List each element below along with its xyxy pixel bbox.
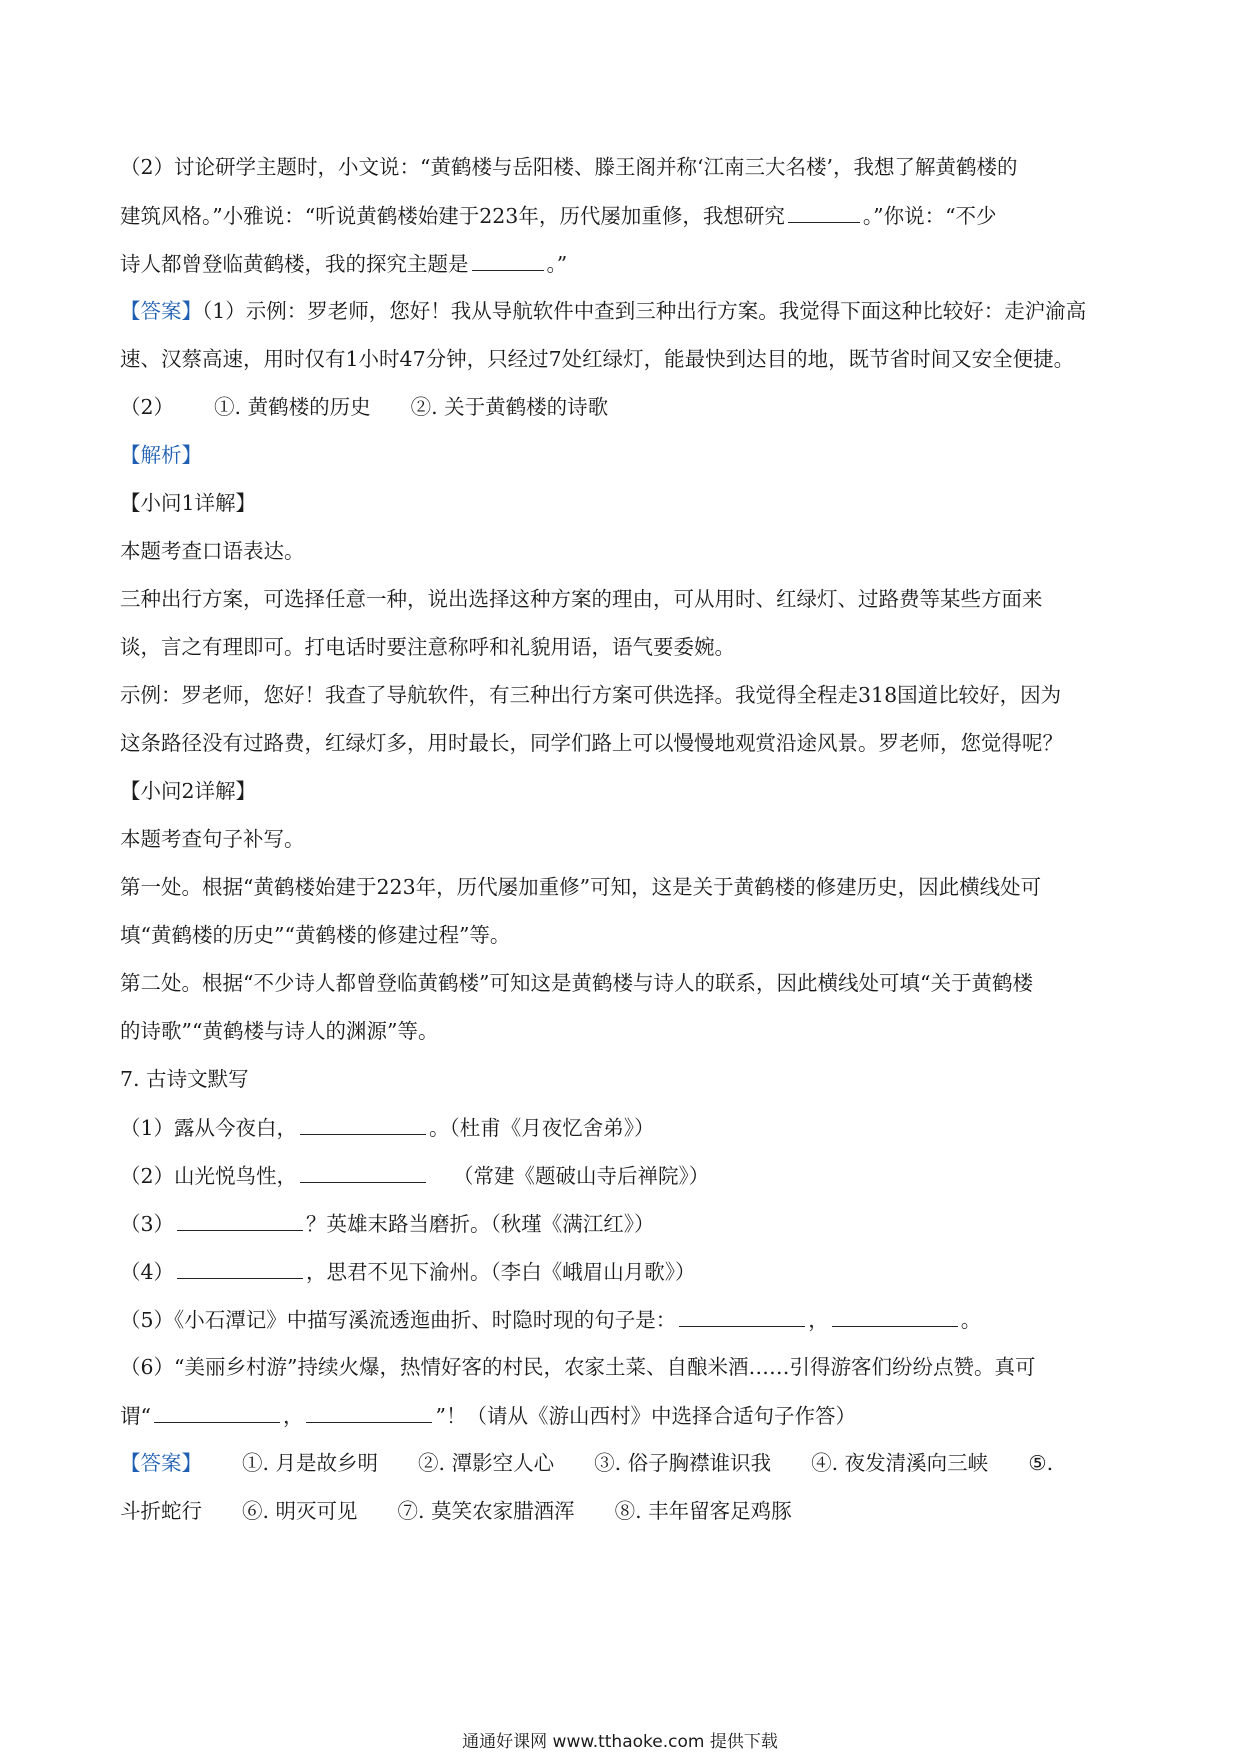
question-6-2-line-3: 诗人都曾登临黄鹤楼，我的探究主题是 。” xyxy=(120,248,1130,279)
answer-blank xyxy=(154,1400,280,1423)
analysis-text: 谈，言之有理即可。打电话时要注意称呼和礼貌用语，语气要委婉。 xyxy=(120,635,735,659)
question-7-6-line-2: 谓“ ， ”！（请从《游山西村》中选择合适句子作答） xyxy=(120,1400,1130,1431)
answer-6-line-3: （2） ①. 黄鹤楼的历史 ②. 关于黄鹤楼的诗歌 xyxy=(120,395,609,419)
analysis-text: 的诗歌”“黄鹤楼与诗人的渊源”等。 xyxy=(120,1019,439,1043)
question-7-5: （5）《小石潭记》中描写溪流透迤曲折、时隐时现的句子是： ， 。 xyxy=(120,1304,1130,1335)
answer-blank xyxy=(788,200,860,223)
sub-question-2-title: 【小问2详解】 xyxy=(120,779,257,803)
answer-blank xyxy=(177,1256,303,1279)
answer-blank xyxy=(177,1208,303,1231)
analysis-text: 示例：罗老师，您好！我查了导航软件，有三种出行方案可供选择。我觉得全程走318国道比较好，因为 xyxy=(120,683,1062,707)
analysis-text: 第二处。根据“不少诗人都曾登临黄鹤楼”可知这是黄鹤楼与诗人的联系，因此横线处可填“关于黄鹤楼 xyxy=(120,971,1033,995)
question-7-1: （1）露从今夜白， 。（杜甫《月夜忆舍弟》） xyxy=(120,1112,1130,1143)
analysis-text: 本题考查口语表达。 xyxy=(120,539,305,563)
footer-watermark: 通通好课网 www.tthaoke.com 提供下载 xyxy=(462,1732,778,1752)
answer-blank xyxy=(300,1112,426,1135)
analysis-text: 本题考查句子补写。 xyxy=(120,827,305,851)
answer-blank xyxy=(679,1304,805,1327)
analysis-label: 【解析】 xyxy=(120,443,202,467)
answer-blank xyxy=(300,1160,426,1183)
answer-label: 【答案】 xyxy=(120,1451,202,1475)
question-6-2-line-2: 建筑风格。”小雅说：“听说黄鹤楼始建于223年，历代屡加重修，我想研究 。”你说：“不少 xyxy=(120,200,1130,231)
analysis-text: 三种出行方案，可选择任意一种，说出选择这种方案的理由，可从用时、红绿灯、过路费等某些方面来 xyxy=(120,587,1043,611)
analysis-text: 填“黄鹤楼的历史”“黄鹤楼的修建过程”等。 xyxy=(120,923,511,947)
answer-blank xyxy=(472,248,544,271)
question-7-6-line-1: （6）“美丽乡村游”持续火爆，热情好客的村民，农家土菜、自酿米酒……引得游客们纷纷点赞。真可 xyxy=(120,1355,1036,1379)
question-6-2-line-1: （2）讨论研学主题时，小文说：“黄鹤楼与岳阳楼、滕王阁并称‘江南三大名楼’，我想了解黄鹤楼的 xyxy=(120,155,1018,179)
analysis-text: 这条路径没有过路费，红绿灯多，用时最长，同学们路上可以慢慢地观赏沿途风景。罗老师，您觉得呢？ xyxy=(120,731,1063,755)
question-7-4: （4） ，思君不见下渝州。（李白《峨眉山月歌》） xyxy=(120,1256,1130,1287)
question-7-3: （3） ？英雄末路当磨折。（秋瑾《满江红》） xyxy=(120,1208,1130,1239)
answer-label: 【答案】 xyxy=(120,299,202,323)
answer-6-line-1: 【答案】（1）示例：罗老师，您好！我从导航软件中查到三种出行方案。我觉得下面这种比较好：走沪渝高 xyxy=(120,299,1087,323)
sub-question-1-title: 【小问1详解】 xyxy=(120,491,257,515)
answer-7-line-2: 斗折蛇行 ⑥. 明灭可见 ⑦. 莫笑农家腊酒浑 ⑧. 丰年留客足鸡豚 xyxy=(120,1499,792,1523)
answer-6-line-2: 速、汉蔡高速，用时仅有1小时47分钟，只经过7处红绿灯，能最快到达目的地，既节省时间又安全便捷。 xyxy=(120,347,1075,371)
answer-blank xyxy=(306,1400,432,1423)
answer-7-line-1: 【答案】 ①. 月是故乡明 ②. 潭影空人心 ③. 俗子胸襟谁识我 ④. 夜发清溪向三峡 ⑤. xyxy=(120,1451,1054,1475)
answer-blank xyxy=(832,1304,958,1327)
question-7-title: 7. 古诗文默写 xyxy=(120,1067,249,1091)
analysis-text: 第一处。根据“黄鹤楼始建于223年，历代屡加重修”可知，这是关于黄鹤楼的修建历史，因此横线处可 xyxy=(120,875,1042,899)
question-7-2: （2）山光悦鸟性， （常建《题破山寺后禅院》） xyxy=(120,1160,1130,1191)
